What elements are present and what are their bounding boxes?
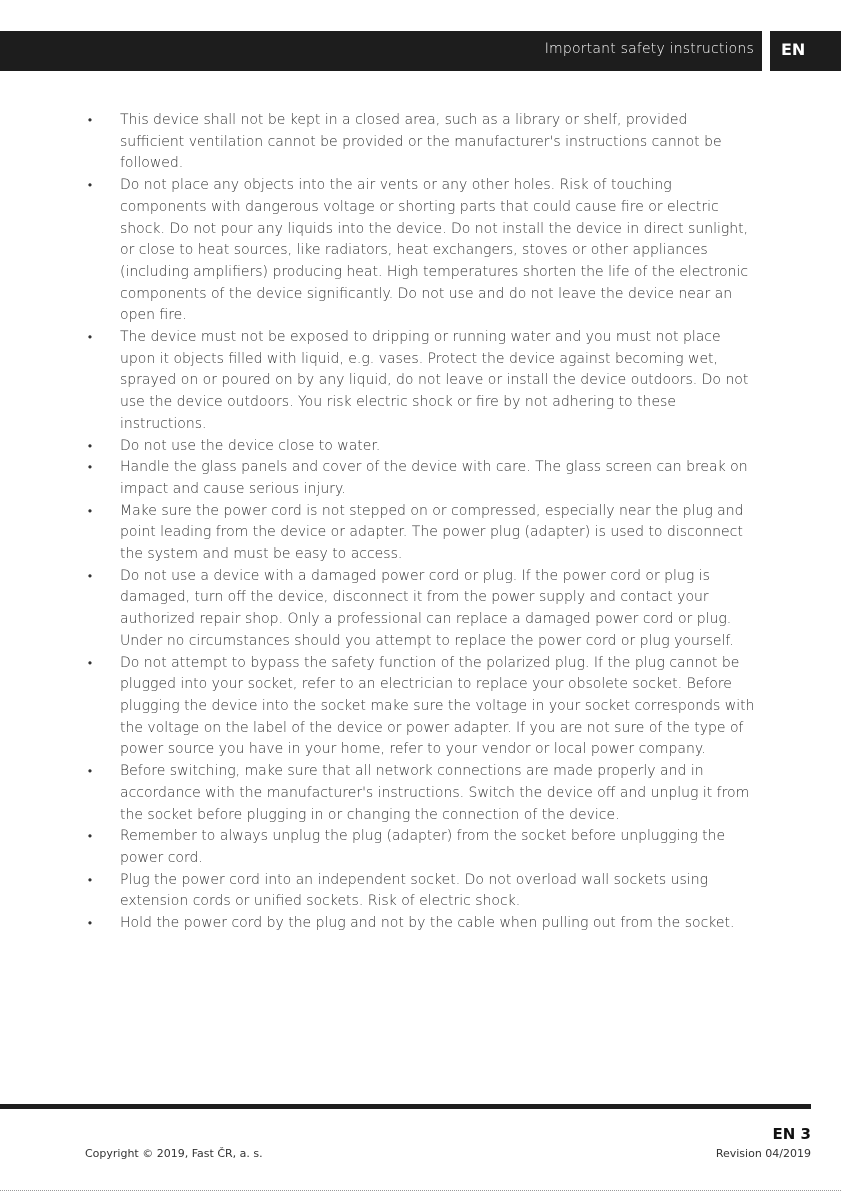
bullet-icon: • <box>87 655 93 670</box>
instruction-item <box>84 913 756 935</box>
instruction-item <box>84 653 756 762</box>
copyright-notice: Copyright © 2019, Fast ČR, a. s. <box>85 1147 263 1160</box>
instruction-text: The device must not be exposed to dripping or running water and you must not place upon it objects filled with liquid, e.g. vases. Protect the device against becoming wet, sprayed on or poured on by any liquid, do not leave or install the device outdoors. Do not use the device outdoors. You risk electric shock or fire by not adhering to these instructions. <box>120 329 749 432</box>
instruction-item <box>84 870 756 913</box>
bullet-icon: • <box>87 178 93 193</box>
instruction-item <box>84 436 756 458</box>
language-tab <box>770 31 841 71</box>
instruction-item <box>84 175 756 327</box>
bullet-icon: • <box>87 916 93 931</box>
revision-label: Revision 04/2019 <box>715 1147 811 1160</box>
instruction-text: Plug the power cord into an independent socket. Do not overload wall sockets using extension cords or unified sockets. Risk of electric shock. <box>120 871 708 910</box>
bullet-icon: • <box>87 330 93 345</box>
page-number: EN 3 <box>772 1125 811 1143</box>
section-title: Important safety instructions <box>544 41 754 57</box>
instruction-text: Do not use the device close to water. <box>120 437 381 454</box>
instruction-text: Before switching, make sure that all network connections are made properly and in accordance with the manufacturer's instructions. Switch the device off and unplug it from the socket before plugging in or changing the connection of the device. <box>120 763 750 823</box>
instruction-item <box>84 327 756 436</box>
bullet-icon: • <box>87 113 93 127</box>
footer-divider <box>0 1104 811 1109</box>
instruction-item <box>84 826 756 869</box>
instruction-item <box>84 761 756 826</box>
bullet-icon: • <box>87 568 93 583</box>
bullet-icon: • <box>87 460 93 475</box>
language-label: EN <box>781 40 806 59</box>
instruction-item <box>84 566 756 653</box>
bullet-icon: • <box>87 829 93 844</box>
instruction-text: Handle the glass panels and cover of the device with care. The glass screen can break on impact and cause serious injury. <box>120 459 748 497</box>
instruction-item <box>84 110 756 175</box>
header-bar <box>0 31 762 71</box>
bullet-icon: • <box>87 764 93 779</box>
instruction-list <box>84 110 756 935</box>
instruction-text: Make sure the power cord is not stepped on or compressed, especially near the plug and point leading from the device or adapter. The power plug (adapter) is used to disconnect the system and must be easy to access. <box>120 502 744 563</box>
bullet-icon: • <box>87 872 93 887</box>
safety-instructions <box>84 110 756 935</box>
bullet-icon: • <box>87 438 93 453</box>
instruction-item <box>84 457 756 500</box>
bullet-icon: • <box>87 503 93 518</box>
instruction-text: Hold the power cord by the plug and not by the cable when pulling out from the socket. <box>120 915 735 932</box>
instruction-text: This device shall not be kept in a closed area, such as a library or shelf, provided sufficient ventilation cannot be provided or the manufacturer's instructions cannot be followed. <box>120 112 722 172</box>
instruction-item <box>84 501 756 566</box>
instruction-text: Remember to always unplug the plug (adapter) from the socket before unplugging the power cord. <box>120 828 726 866</box>
instruction-text: Do not use a device with a damaged power cord or plug. If the power cord or plug is damaged, turn off the device, disconnect it from the power supply and contact your authorized repair shop. Only a professional can replace a damaged power cord or plug. Under no circumstances should you attempt to replace the power cord or plug yourself. <box>120 567 734 649</box>
instruction-text: Do not attempt to bypass the safety function of the polarized plug. If the plug cannot be plugged into your socket, refer to an electrician to replace your obsolete socket. Before plugging the device into the socket make sure the voltage in your socket corresponds with the voltage on the label of the device or power adapter. If you are not sure of the type of power source you have in your home, refer to your vendor or local power company. <box>120 654 755 758</box>
instruction-text: Do not place any objects into the air vents or any other holes. Risk of touching components with dangerous voltage or shorting parts that could cause fire or electric shock. Do not pour any liquids into the device. Do not install the device in direct sunlight, or close to heat sources, like radiators, heat exchangers, stoves or other appliances (including amplifiers) producing heat. High temperatures shorten the life of the electronic components of the device significantly. Do not use and do not leave the device near an open fire. <box>120 177 749 324</box>
